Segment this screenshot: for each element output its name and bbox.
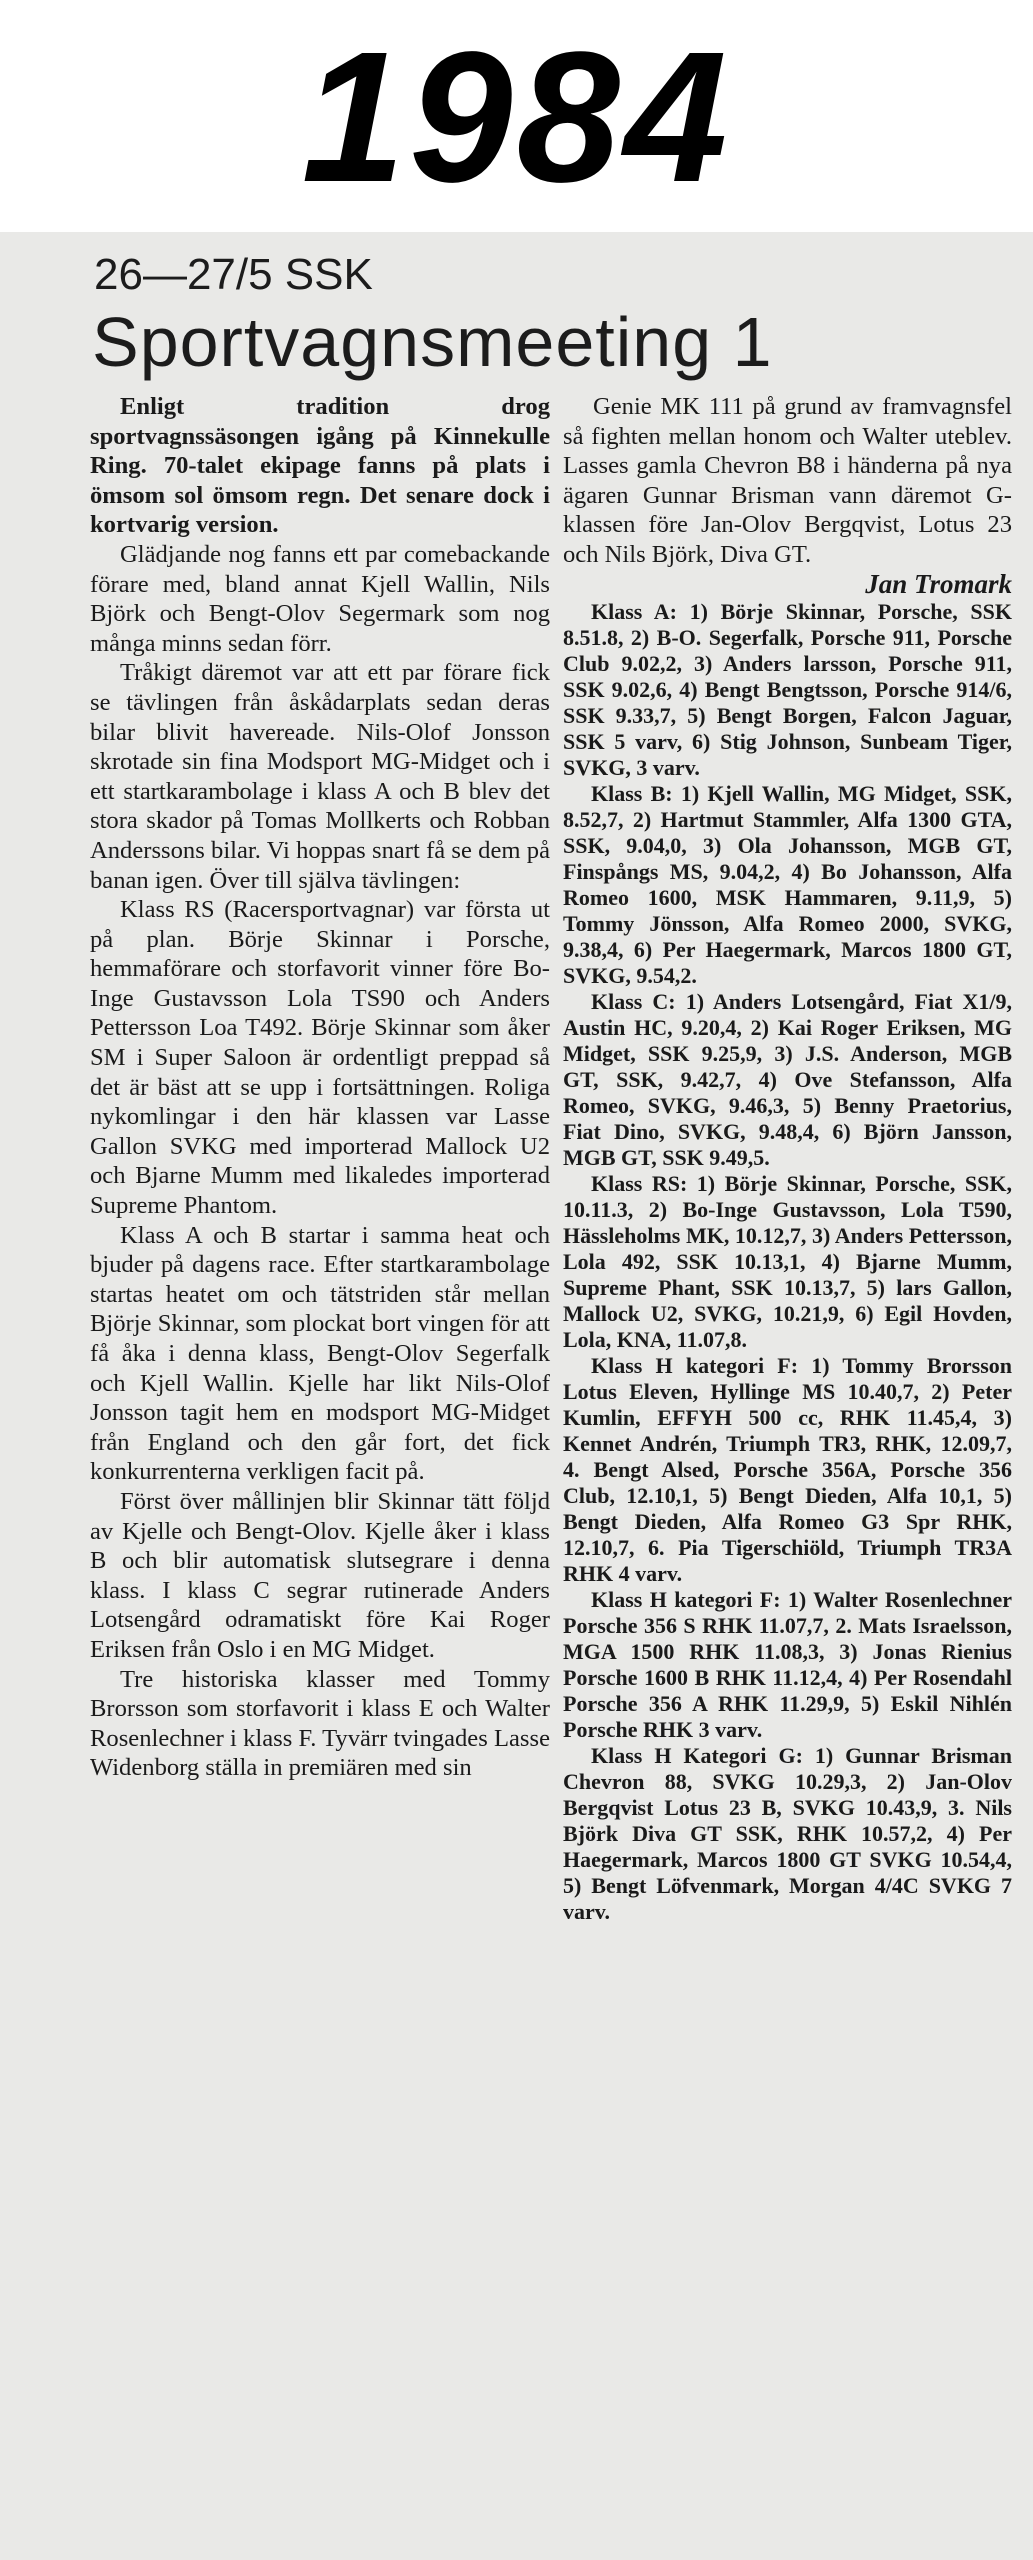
article-paragraph: Tre historiska klasser med Tommy Brorsson som storfavorit i klass E och Walter Rosenlechner i klass F. Tyvärr tvingades Lasse Widenborg ställa in premiären med sin [90,1665,550,1782]
article-paragraph: Glädjande nog fanns ett par comebackande förare med, bland annat Kjell Wallin, Nils Björk och Bengt-Olov Segermark som nog många minns sedan förr. [90,540,550,657]
results-list [563,599,1012,1925]
newspaper-clipping [0,232,1033,2560]
author-byline: Jan Tromark [865,568,1012,599]
article-paragraph: Tråkigt däremot var att ett par förare fick se tävlingen från åskådarplats sedan deras bilar blivit havereade. Nils-Olof Jonsson skrotade sin fina Modsport MG-Midget och i ett startkarambolage i klass A och B blev det stora skador på Tomas Mollkerts och Robban Anderssons bilar. Vi hoppas snart få se dem på banan igen. Över till själva tävlingen: [90,659,550,894]
article-paragraph: Genie MK 111 på grund av framvagnsfel så fighten mellan honom och Walter uteblev. Lasses gamla Chevron B8 i händerna på nya ägaren Gunnar Brisman vann däremot G-klassen före Jan-Olov Bergqvist, Lotus 23 och Nils Björk, Diva GT. [563,393,1012,568]
left-column [90,392,550,1783]
results-class: Klass H Kategori G: 1) Gunnar Brisman Chevron 88, SVKG 10.29,3, 2) Jan-Olov Bergqvist Lotus 23 B, SVKG 10.43,9, 3. Nils Björk Diva GT SSK, RHK 10.57,2, 4) Per Haegermark, Marcos 1800 GT SVKG 10.54,4, 5) Bengt Löfvenmark, Morgan 4/4C SVKG 7 varv. [563,1743,1012,1925]
article-date: 26—27/5 SSK [94,250,373,299]
year-title: 1984 [301,14,732,221]
results-class: Klass H kategori F: 1) Walter Rosenlechner Porsche 356 S RHK 11.07,7, 2. Mats Israelsson, MGA 1500 RHK 11.08,3, 3) Jonas Rienius Porsche 1600 B RHK 11.12,4, 4) Per Rosendahl Porsche 356 A RHK 11.29,9, 5) Eskil Nihlén Porsche RHK 3 varv. [563,1587,1012,1743]
results-class: Klass A: 1) Börje Skinnar, Porsche, SSK 8.51.8, 2) B-O. Segerfalk, Porsche 911, Porsche Club 9.02,2, 3) Anders larsson, Porsche 911, SSK 9.02,6, 4) Bengt Bengtsson, Porsche 914/6, SSK 9.33,7, 5) Bengt Borgen, Falcon Jaguar, SSK 5 varv, 6) Stig Johnson, Sunbeam Tiger, SVKG, 3 varv. [563,599,1012,781]
article-paragraph: Klass RS (Racersportvagnar) var första ut på plan. Börje Skinnar i Porsche, hemmaförare och storfavorit vinner före Bo-Inge Gustavsson Lola TS90 och Anders Pettersson Loa T492. Börje Skinnar som åker SM i Super Saloon är ordentligt preppad så det är bäst att se upp i fortsättningen. Roliga nykomlingar i den här klassen var Lasse Gallon SVKG med importerad Mallock U2 och Bjarne Mumm med likaledes importerad Supreme Phantom. [90,896,550,1220]
article-paragraph: Först över mållinjen blir Skinnar tätt följd av Kjelle och Bengt-Olov. Kjelle åker i klass B och blir automatisk slutsegrare i denna klass. I klass C segrar rutinerade Anders Lotsengård odramatiskt före Kai Roger Eriksen från Oslo i en MG Midget. [90,1487,550,1663]
article-paragraph: Klass A och B startar i samma heat och bjuder på dagens race. Efter startkarambolage startas heatet om och tätstriden står mellan Björje Skinnar, som plockat bort vingen för att få åka i denna klass, Bengt-Olov Segerfalk och Kjell Wallin. Kjelle har likt Nils-Olof Jonsson tagit hem en modsport MG-Midget från England och den går fort, det fick konkurrenterna verkligen facit på. [90,1221,550,1486]
results-class: Klass RS: 1) Börje Skinnar, Porsche, SSK, 10.11.3, 2) Bo-Inge Gustavsson, Lola T590, Hässleholms MK, 10.12,7, 3) Anders Pettersson, Lola 492, SSK 10.13,1, 4) Bjarne Mumm, Supreme Phant, SSK 10.13,7, 5) lars Gallon, Mallock U2, SVKG, 10.21,9, 6) Egil Hovden, Lola, KNA, 11.07,8. [563,1171,1012,1353]
article-headline: Sportvagnsmeeting 1 [92,303,773,381]
results-class: Klass B: 1) Kjell Wallin, MG Midget, SSK, 8.52,7, 2) Hartmut Stammler, Alfa 1300 GTA, SSK, 9.04,0, 3) Ola Johansson, MGB GT, Finspångs MS, 9.04,2, 4) Bo Johansson, Alfa Romeo 1600, MSK Hammaren, 9.11,9, 5) Tommy Jönsson, Alfa Romeo 2000, SVKG, 9.38,4, 6) Per Haegermark, Marcos 1800 GT, SVKG, 9.54,2. [563,781,1012,989]
results-class: Klass H kategori F: 1) Tommy Brorsson Lotus Eleven, Hyllinge MS 10.40,7, 2) Peter Kumlin, EFFYH 500 cc, RHK 11.45,4, 3) Kennet Andrén, Triumph TR3, RHK, 12.09,7, 4. Bengt Alsed, Porsche 356A, Porsche 356 Club, 12.10,1, 5) Bengt Dieden, Alfa 10,1, 5) Bengt Dieden, Alfa Romeo G3 Spr RHK, 12.10,7, 6. Pia Tigerschiöld, Triumph TR3A RHK 4 varv. [563,1353,1012,1587]
right-column [563,392,1012,1925]
article-lead: Enligt tradition drog sportvagnssäsongen igång på Kinnekulle Ring. 70-talet ekipage fanns på plats i ömsom sol ömsom regn. Det senare dock i kortvarig version. [90,393,550,539]
results-class: Klass C: 1) Anders Lotsengård, Fiat X1/9, Austin HC, 9.20,4, 2) Kai Roger Eriksen, MG Midget, SSK 9.25,9, 3) J.S. Anderson, MGB GT, SSK, 9.42,7, 4) Ove Stefansson, Alfa Romeo, SVKG, 9.46,3, 5) Benny Praetorius, Fiat Dino, SVKG, 9.48,4, 6) Björn Jansson, MGB GT, SSK 9.49,5. [563,989,1012,1171]
